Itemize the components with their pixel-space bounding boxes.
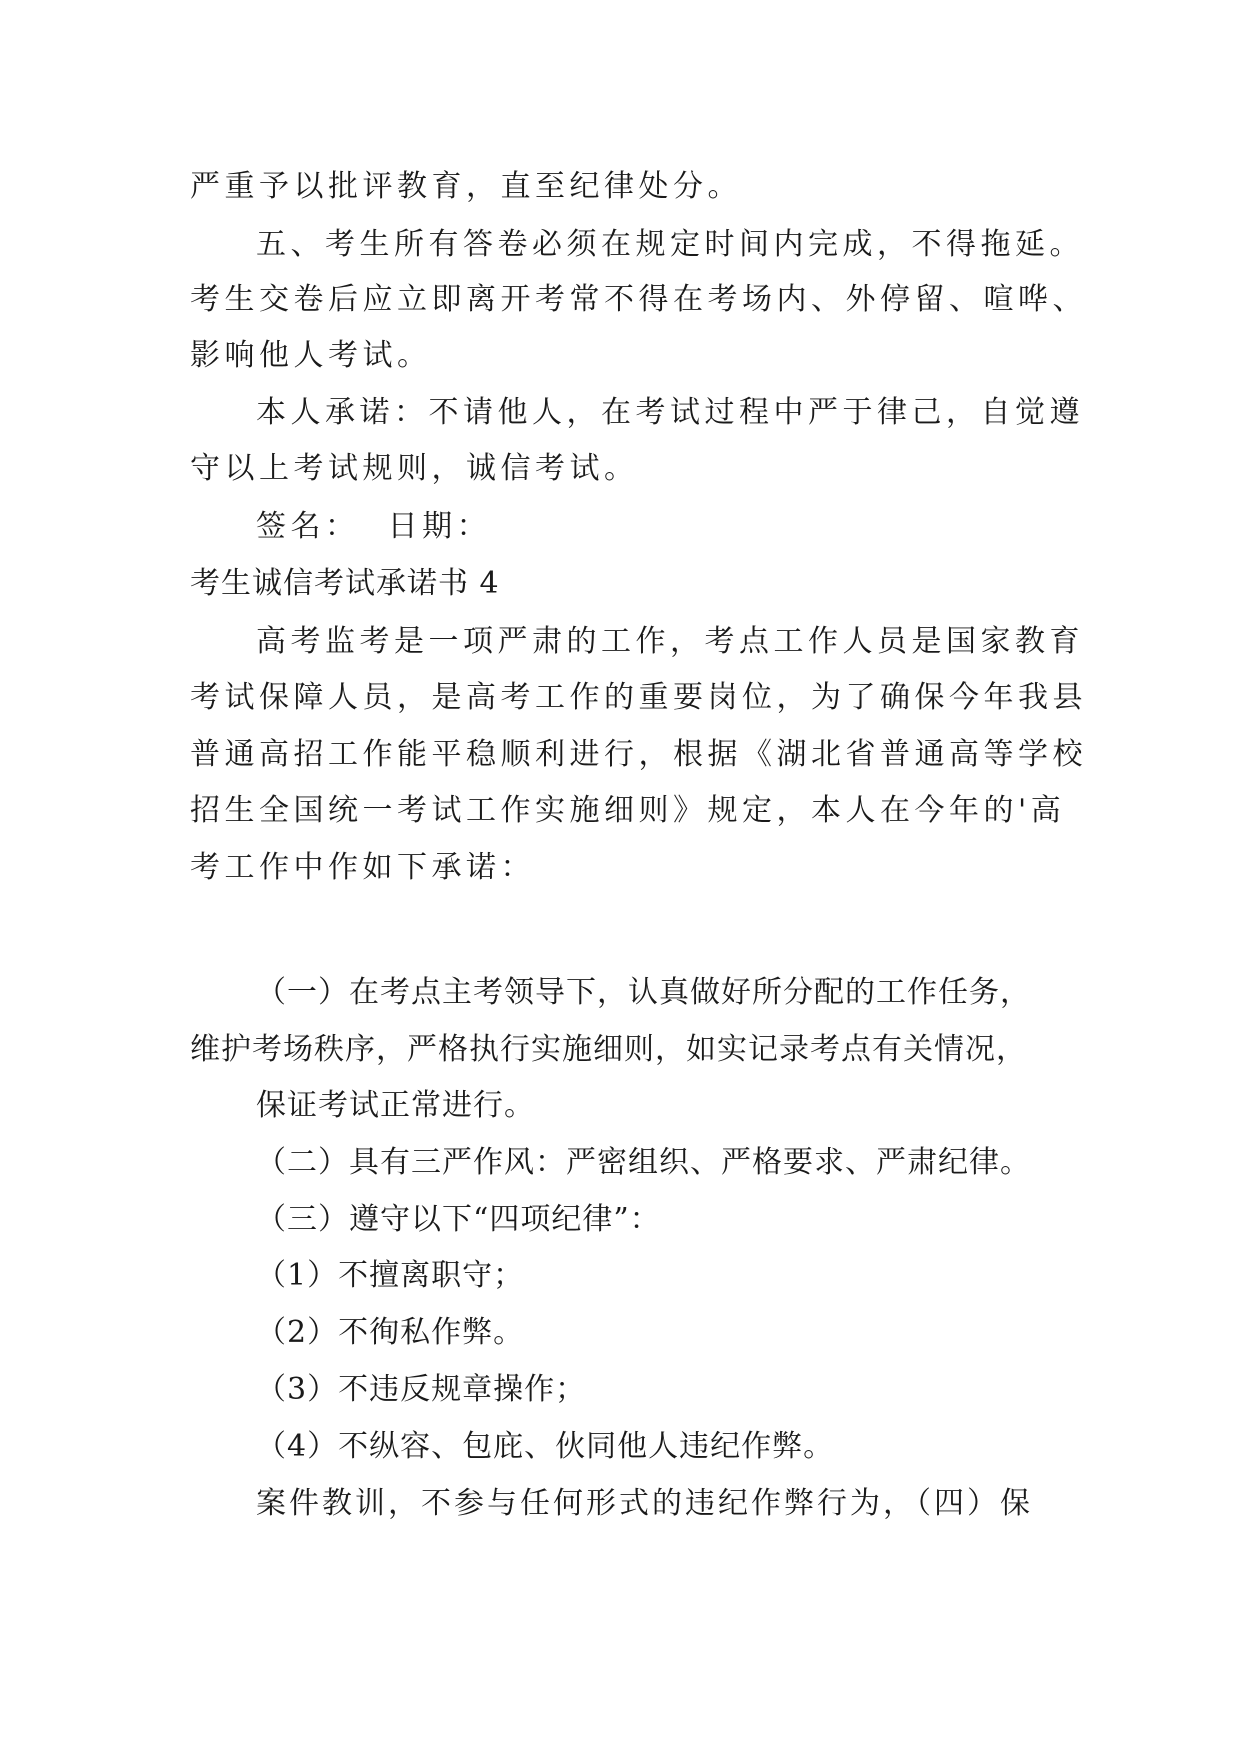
- text-line-1: 严重予以批评教育，直至纪律处分。: [190, 169, 742, 204]
- text-line-8: 考生诚信考试承诺书 4: [190, 566, 500, 601]
- text-line-3: 考生交卷后应立即离开考常不得在考场内、外停留、喧哗、: [190, 282, 1087, 317]
- text-line-19: （1）不擅离职守；: [256, 1258, 525, 1293]
- text-line-7: 签名： 日期：: [256, 509, 492, 544]
- text-line-15: 维护考场秩序，严格执行实施细则，如实记录考点有关情况，: [190, 1032, 1027, 1067]
- text-line-5: 本人承诺：不请他人，在考试过程中严于律己，自觉遵: [256, 395, 1084, 430]
- text-line-4: 影响他人考试。: [190, 338, 432, 373]
- text-line-22: （4）不纵容、包庇、伙同他人违纪作弊。: [256, 1429, 835, 1464]
- text-line-14: （一）在考点主考领导下，认真做好所分配的工作任务，: [256, 975, 1031, 1010]
- text-line-11: 普通高招工作能平稳顺利进行，根据《湖北省普通高等学校: [190, 737, 1087, 772]
- text-line-18: （三）遵守以下“四项纪律”：: [256, 1202, 661, 1237]
- text-line-17: （二）具有三严作风：严密组织、严格要求、严肃纪律。: [256, 1145, 1031, 1180]
- text-line-16: 保证考试正常进行。: [256, 1088, 535, 1123]
- text-line-10: 考试保障人员，是高考工作的重要岗位，为了确保今年我县: [190, 680, 1087, 715]
- text-line-9: 高考监考是一项严肃的工作，考点工作人员是国家教育: [256, 624, 1084, 659]
- text-line-20: （2）不徇私作弊。: [256, 1315, 525, 1350]
- text-line-2: 五、考生所有答卷必须在规定时间内完成，不得拖延。: [256, 227, 1084, 262]
- text-line-23: 案件教训，不参与任何形式的违纪作弊行为，（四）保: [256, 1486, 1033, 1521]
- text-line-12: 招生全国统一考试工作实施细则》规定，本人在今年的'高: [190, 793, 1066, 828]
- text-line-21: （3）不违反规章操作；: [256, 1372, 587, 1407]
- text-line-6: 守以上考试规则，诚信考试。: [190, 451, 639, 486]
- text-line-13: 考工作中作如下承诺：: [190, 850, 535, 885]
